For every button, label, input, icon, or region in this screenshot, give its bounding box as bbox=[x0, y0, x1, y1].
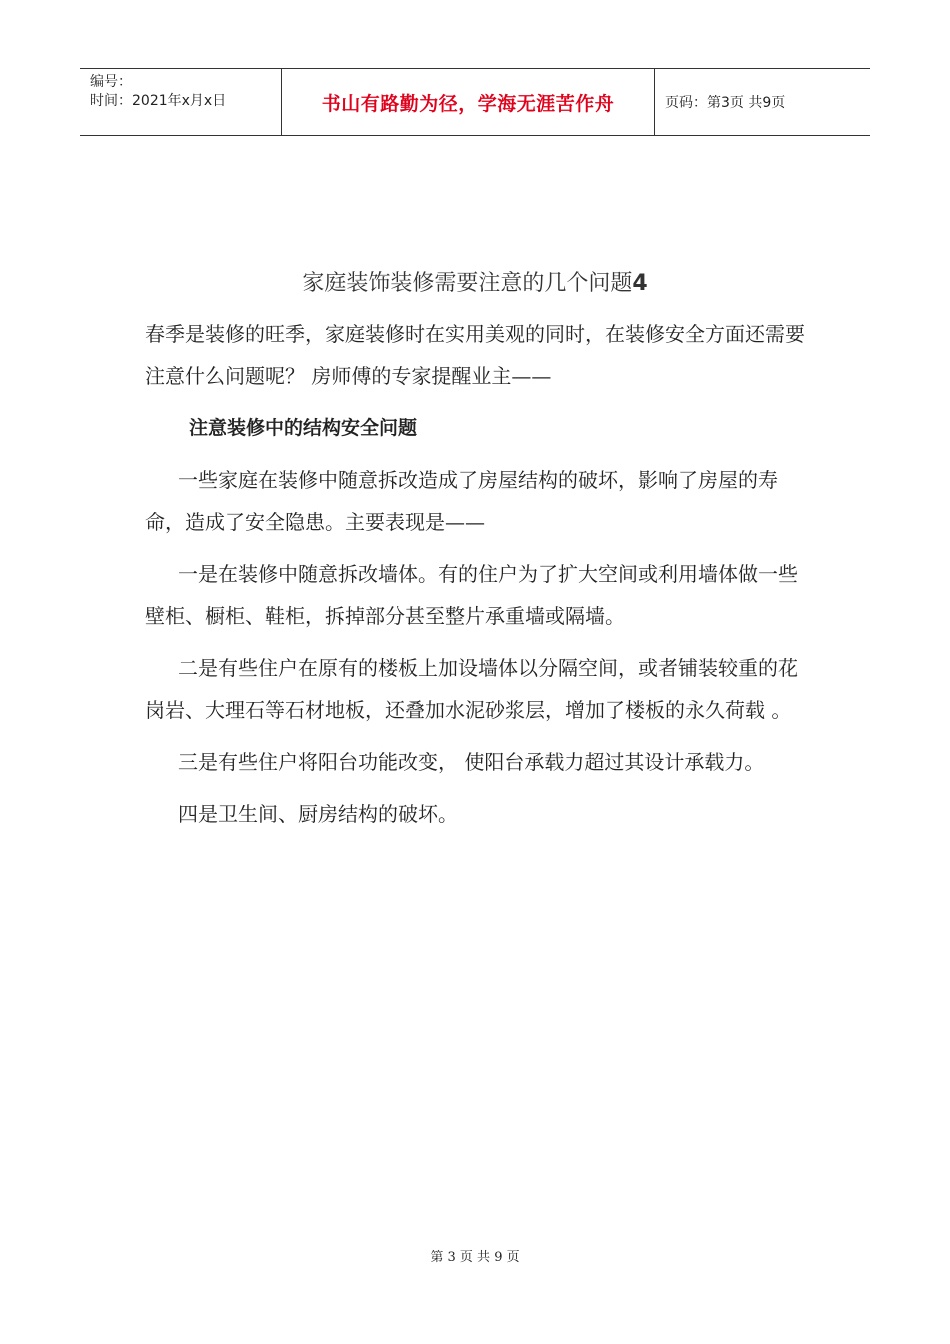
document-title-text: 家庭装饰装修需要注意的几个问题 bbox=[302, 271, 633, 296]
document-number-label: 编号： bbox=[90, 74, 132, 90]
intro-paragraph: 春季是装修的旺季，家庭装修时在实用美观的同时，在装修安全方面还需要注意什么问题呢？ 房师傅的专家提醒业主—— bbox=[145, 322, 805, 388]
header-motto: 书山有路勤为径，学海无涯苦作舟 bbox=[281, 69, 655, 135]
body-paragraph: 一些家庭在装修中随意拆改造成了房屋结构的破坏，影响了房屋的寿命，造成了安全隐患。主要表现是—— bbox=[145, 468, 778, 534]
header-page-info: 页码：第3页 共9页 bbox=[665, 95, 786, 111]
section-heading: 注意装修中的结构安全问题 bbox=[189, 417, 418, 439]
page-footer: 第 3 页 共 9 页 bbox=[430, 1250, 520, 1265]
body-paragraph: 四是卫生间、厨房结构的破坏。 bbox=[178, 802, 458, 826]
header-table bbox=[80, 68, 870, 136]
body-paragraph: 一是在装修中随意拆改墙体。有的住户为了扩大空间或利用墙体做一些壁柜、橱柜、鞋柜，拆掉部分甚至整片承重墙或隔墙。 bbox=[145, 562, 798, 628]
document-title-number: 4 bbox=[632, 271, 648, 296]
body-paragraph: 二是有些住户在原有的楼板上加设墙体以分隔空间，或者铺装较重的花岗岩、大理石等石材地板，还叠加水泥砂浆层，增加了楼板的永久荷载 。 bbox=[145, 656, 798, 722]
body-paragraph: 三是有些住户将阳台功能改变， 使阳台承载力超过其设计承载力。 bbox=[178, 750, 765, 774]
document-date-label: 时间：2021年x月x日 bbox=[90, 93, 227, 109]
document-title bbox=[0, 266, 950, 297]
header-meta-cell bbox=[80, 69, 281, 135]
document-body bbox=[145, 313, 805, 845]
